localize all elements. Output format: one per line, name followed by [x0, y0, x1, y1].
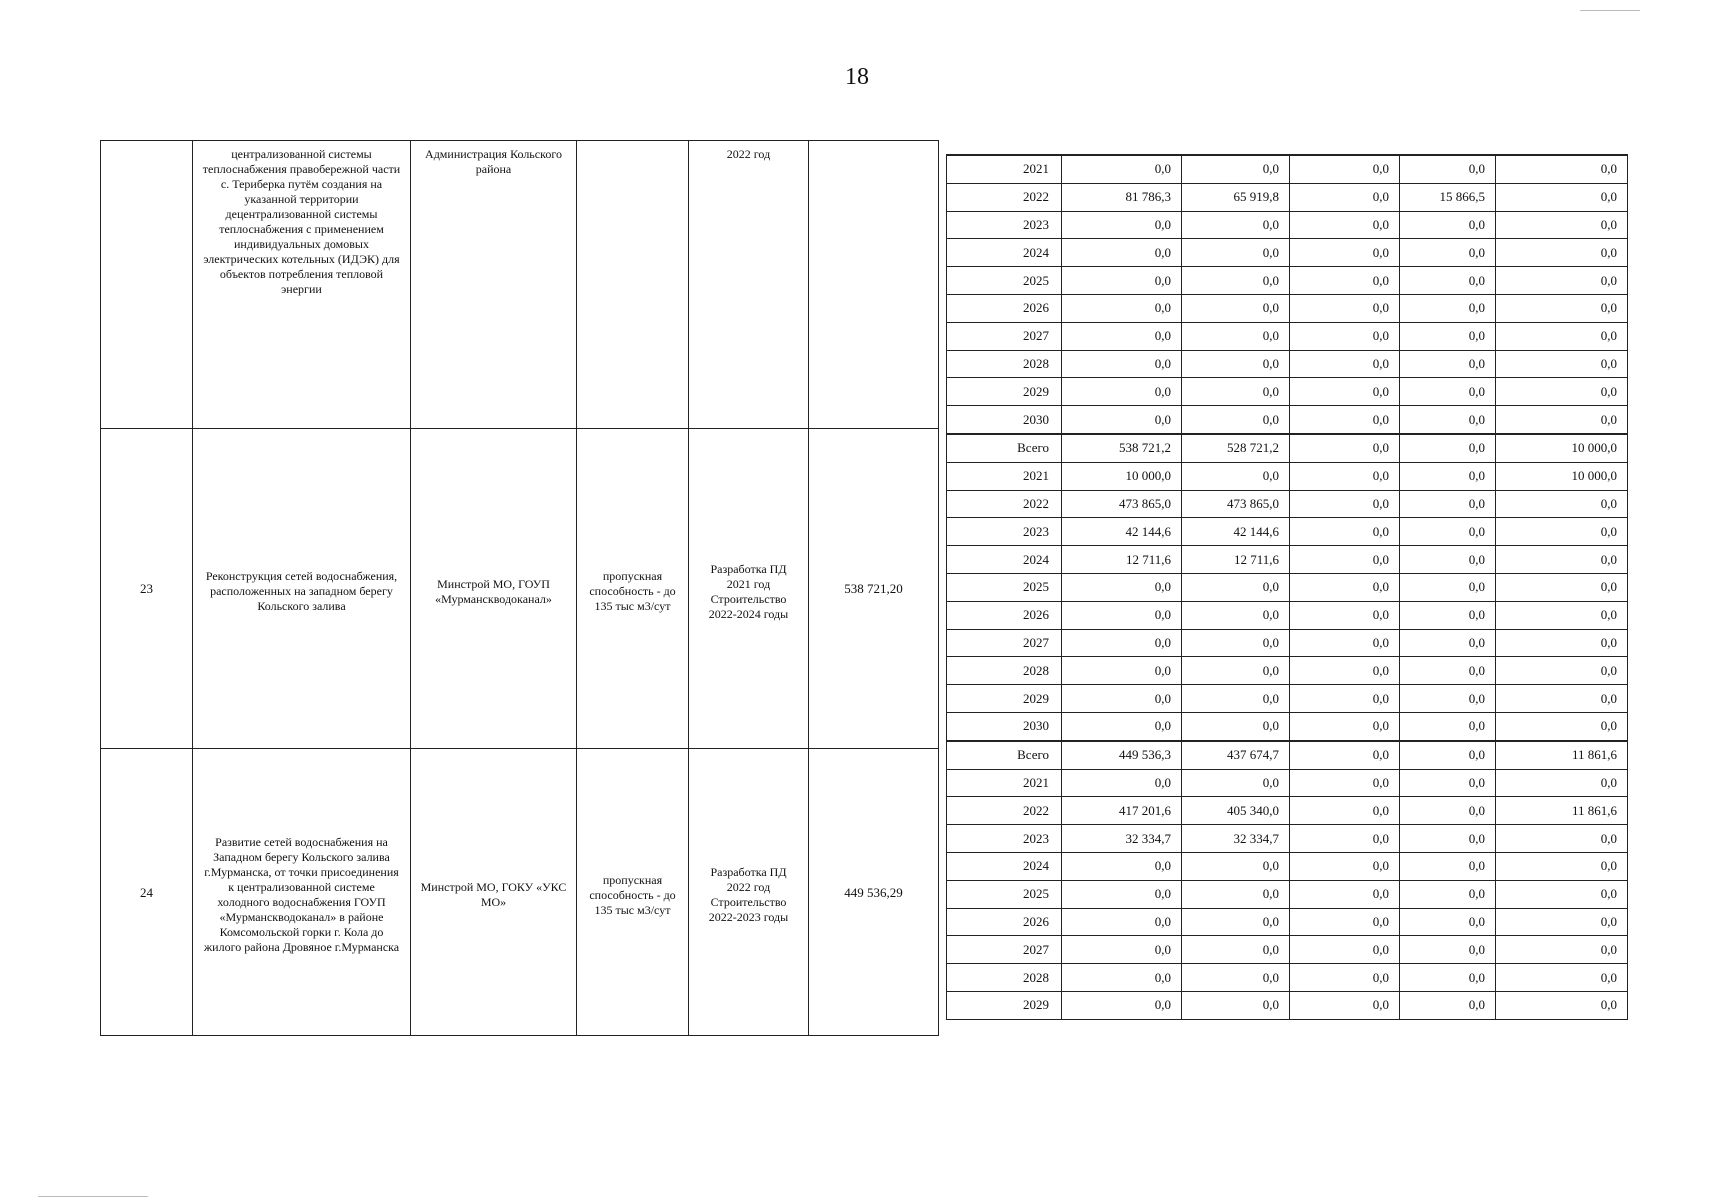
amount-cell-2: 65 919,8	[1182, 183, 1290, 211]
financing-row	[947, 657, 1628, 685]
amount-cell-2: 0,0	[1182, 211, 1290, 239]
amount-cell-5: 0,0	[1496, 378, 1628, 406]
amount-cell-4: 0,0	[1400, 434, 1496, 462]
amount-cell-4: 0,0	[1400, 518, 1496, 546]
amount-cell-4: 0,0	[1400, 657, 1496, 685]
total-amount-cell: 0,0	[1062, 629, 1182, 657]
total-amount-cell: 449 536,3	[1062, 741, 1182, 769]
total-amount-cell: 0,0	[1062, 936, 1182, 964]
year-cell: 2023	[947, 518, 1062, 546]
total-amount-cell: 0,0	[1062, 267, 1182, 295]
amount-cell-2: 0,0	[1182, 601, 1290, 629]
amount-cell-3: 0,0	[1290, 350, 1400, 378]
amount-cell-4: 0,0	[1400, 769, 1496, 797]
amount-cell-5: 0,0	[1496, 267, 1628, 295]
amount-cell-2: 0,0	[1182, 712, 1290, 740]
financing-row	[947, 546, 1628, 574]
amount-cell-5: 0,0	[1496, 908, 1628, 936]
amount-cell-3: 0,0	[1290, 434, 1400, 462]
amount-cell-3: 0,0	[1290, 183, 1400, 211]
total-amount-cell: 42 144,6	[1062, 518, 1182, 546]
total-amount-cell: 538 721,2	[1062, 434, 1182, 462]
total-amount-cell: 0,0	[1062, 991, 1182, 1019]
financing-row	[947, 294, 1628, 322]
entry-description: централизованной системы теплоснабжения правобережной части с. Териберка путём создания на указанной территории децентрализованной системы теплоснабжения с применением индивидуальных домовых электрических котельных (ИДЭК) для объектов потребления тепловой энергии	[193, 141, 411, 429]
entry-responsible: Минстрой МО, ГОУП «Мурманскводоканал»	[411, 429, 577, 749]
financing-row	[947, 378, 1628, 406]
financing-row	[947, 908, 1628, 936]
year-cell: 2021	[947, 769, 1062, 797]
amount-cell-5: 0,0	[1496, 546, 1628, 574]
amount-cell-3: 0,0	[1290, 573, 1400, 601]
amount-cell-4: 0,0	[1400, 211, 1496, 239]
amount-cell-4: 0,0	[1400, 825, 1496, 853]
total-amount-cell: 0,0	[1062, 573, 1182, 601]
amount-cell-2: 0,0	[1182, 936, 1290, 964]
amount-cell-2: 32 334,7	[1182, 825, 1290, 853]
amount-cell-5: 11 861,6	[1496, 797, 1628, 825]
year-cell: Всего	[947, 741, 1062, 769]
financing-row	[947, 797, 1628, 825]
amount-cell-5: 0,0	[1496, 880, 1628, 908]
year-cell: 2030	[947, 712, 1062, 740]
year-cell: 2024	[947, 239, 1062, 267]
entry-schedule: 2022 год	[689, 141, 809, 429]
entry-description: Развитие сетей водоснабжения на Западном берегу Кольского залива г.Мурманска, от точки присоединения к централизованной системе холодного водоснабжения ГОУП «Мурманскводоканал» в районе Комсомольской горки г. Кола до жилого района Дровяное г.Мурманска	[193, 749, 411, 1036]
amount-cell-4: 0,0	[1400, 741, 1496, 769]
financing-row	[947, 741, 1628, 769]
amount-cell-2: 0,0	[1182, 964, 1290, 992]
total-amount-cell: 0,0	[1062, 712, 1182, 740]
financing-row	[947, 406, 1628, 434]
amount-cell-4: 0,0	[1400, 573, 1496, 601]
amount-cell-4: 0,0	[1400, 880, 1496, 908]
amount-cell-2: 0,0	[1182, 267, 1290, 295]
amount-cell-2: 12 711,6	[1182, 546, 1290, 574]
amount-cell-2: 0,0	[1182, 685, 1290, 713]
amount-cell-4: 0,0	[1400, 852, 1496, 880]
amount-cell-4: 0,0	[1400, 490, 1496, 518]
entry-total: 449 536,29	[809, 749, 939, 1036]
continuation-row	[101, 141, 939, 429]
amount-cell-5: 0,0	[1496, 518, 1628, 546]
year-cell: Всего	[947, 434, 1062, 462]
amount-cell-5: 0,0	[1496, 155, 1628, 183]
total-amount-cell: 12 711,6	[1062, 546, 1182, 574]
amount-cell-3: 0,0	[1290, 155, 1400, 183]
amount-cell-2: 0,0	[1182, 991, 1290, 1019]
amount-cell-5: 0,0	[1496, 406, 1628, 434]
amount-cell-3: 0,0	[1290, 657, 1400, 685]
amount-cell-5: 0,0	[1496, 294, 1628, 322]
amount-cell-2: 473 865,0	[1182, 490, 1290, 518]
amount-cell-2: 0,0	[1182, 880, 1290, 908]
year-cell: 2028	[947, 964, 1062, 992]
financing-row	[947, 601, 1628, 629]
amount-cell-4: 0,0	[1400, 378, 1496, 406]
amount-cell-4: 0,0	[1400, 322, 1496, 350]
financing-row	[947, 239, 1628, 267]
amount-cell-3: 0,0	[1290, 685, 1400, 713]
year-cell: 2021	[947, 155, 1062, 183]
amount-cell-4: 0,0	[1400, 155, 1496, 183]
financing-row	[947, 769, 1628, 797]
amount-cell-5: 0,0	[1496, 964, 1628, 992]
scan-artifact-bottom	[38, 1196, 148, 1197]
amount-cell-5: 10 000,0	[1496, 462, 1628, 490]
financing-row	[947, 518, 1628, 546]
amount-cell-2: 0,0	[1182, 378, 1290, 406]
amount-cell-2: 437 674,7	[1182, 741, 1290, 769]
total-amount-cell: 0,0	[1062, 657, 1182, 685]
amount-cell-5: 0,0	[1496, 211, 1628, 239]
amount-cell-2: 0,0	[1182, 462, 1290, 490]
amount-cell-4: 0,0	[1400, 991, 1496, 1019]
amount-cell-5: 0,0	[1496, 601, 1628, 629]
total-amount-cell: 81 786,3	[1062, 183, 1182, 211]
amount-cell-3: 0,0	[1290, 378, 1400, 406]
financing-table	[946, 154, 1628, 1020]
total-amount-cell: 0,0	[1062, 406, 1182, 434]
amount-cell-5: 0,0	[1496, 936, 1628, 964]
amount-cell-5: 0,0	[1496, 322, 1628, 350]
financing-row	[947, 825, 1628, 853]
entry-capacity: пропускная способность - до 135 тыс м3/сут	[577, 749, 689, 1036]
financing-row	[947, 685, 1628, 713]
amount-cell-3: 0,0	[1290, 964, 1400, 992]
amount-cell-3: 0,0	[1290, 239, 1400, 267]
amount-cell-4: 0,0	[1400, 964, 1496, 992]
amount-cell-4: 0,0	[1400, 712, 1496, 740]
financing-row	[947, 629, 1628, 657]
entry-number-cell	[101, 141, 193, 429]
year-cell: 2027	[947, 629, 1062, 657]
financing-row	[947, 350, 1628, 378]
total-amount-cell: 0,0	[1062, 880, 1182, 908]
total-amount-cell: 10 000,0	[1062, 462, 1182, 490]
year-cell: 2025	[947, 880, 1062, 908]
amount-cell-2: 0,0	[1182, 852, 1290, 880]
amount-cell-3: 0,0	[1290, 908, 1400, 936]
financing-row	[947, 852, 1628, 880]
total-amount-cell: 0,0	[1062, 769, 1182, 797]
financing-row	[947, 936, 1628, 964]
amount-cell-2: 0,0	[1182, 908, 1290, 936]
financing-row	[947, 211, 1628, 239]
amount-cell-5: 0,0	[1496, 685, 1628, 713]
total-amount-cell: 0,0	[1062, 685, 1182, 713]
amount-cell-2: 405 340,0	[1182, 797, 1290, 825]
year-cell: 2030	[947, 406, 1062, 434]
amount-cell-2: 0,0	[1182, 657, 1290, 685]
entry-number: 23	[101, 429, 193, 749]
entry-capacity	[577, 141, 689, 429]
year-cell: 2029	[947, 991, 1062, 1019]
year-cell: 2022	[947, 490, 1062, 518]
total-amount-cell: 0,0	[1062, 322, 1182, 350]
year-cell: 2029	[947, 685, 1062, 713]
amount-cell-3: 0,0	[1290, 546, 1400, 574]
amount-cell-4: 0,0	[1400, 239, 1496, 267]
amount-cell-2: 0,0	[1182, 322, 1290, 350]
financing-row	[947, 573, 1628, 601]
amount-cell-5: 0,0	[1496, 657, 1628, 685]
amount-cell-3: 0,0	[1290, 267, 1400, 295]
financing-row	[947, 155, 1628, 183]
financing-row	[947, 183, 1628, 211]
total-amount-cell: 32 334,7	[1062, 825, 1182, 853]
total-amount-cell: 0,0	[1062, 294, 1182, 322]
amount-cell-3: 0,0	[1290, 322, 1400, 350]
total-amount-cell: 0,0	[1062, 852, 1182, 880]
year-cell: 2026	[947, 294, 1062, 322]
entry-responsible: Администрация Кольского района	[411, 141, 577, 429]
amount-cell-4: 0,0	[1400, 350, 1496, 378]
amount-cell-5: 0,0	[1496, 629, 1628, 657]
entry-capacity: пропускная способность - до 135 тыс м3/сут	[577, 429, 689, 749]
amount-cell-3: 0,0	[1290, 741, 1400, 769]
amount-cell-3: 0,0	[1290, 601, 1400, 629]
year-cell: 2023	[947, 825, 1062, 853]
financing-row	[947, 434, 1628, 462]
amount-cell-5: 11 861,6	[1496, 741, 1628, 769]
total-amount-cell: 0,0	[1062, 908, 1182, 936]
amount-cell-4: 0,0	[1400, 629, 1496, 657]
amount-cell-3: 0,0	[1290, 406, 1400, 434]
amount-cell-3: 0,0	[1290, 769, 1400, 797]
amount-cell-3: 0,0	[1290, 294, 1400, 322]
amount-cell-3: 0,0	[1290, 936, 1400, 964]
year-cell: 2027	[947, 936, 1062, 964]
total-amount-cell: 0,0	[1062, 350, 1182, 378]
year-cell: 2025	[947, 267, 1062, 295]
amount-cell-3: 0,0	[1290, 880, 1400, 908]
amount-cell-2: 0,0	[1182, 294, 1290, 322]
entry-description: Реконструкция сетей водоснабжения, расположенных на западном берегу Кольского залива	[193, 429, 411, 749]
total-amount-cell: 417 201,6	[1062, 797, 1182, 825]
year-cell: 2028	[947, 350, 1062, 378]
amount-cell-3: 0,0	[1290, 462, 1400, 490]
entry-responsible: Минстрой МО, ГОКУ «УКС МО»	[411, 749, 577, 1036]
amount-cell-4: 0,0	[1400, 462, 1496, 490]
entry-schedule: Разработка ПД 2022 год Строительство 2022-2023 годы	[689, 749, 809, 1036]
amount-cell-4: 0,0	[1400, 685, 1496, 713]
year-cell: 2022	[947, 183, 1062, 211]
amount-cell-2: 0,0	[1182, 629, 1290, 657]
amount-cell-3: 0,0	[1290, 825, 1400, 853]
financing-row	[947, 322, 1628, 350]
amount-cell-2: 0,0	[1182, 573, 1290, 601]
page-number: 18	[845, 64, 869, 90]
year-cell: 2026	[947, 908, 1062, 936]
amount-cell-4: 0,0	[1400, 908, 1496, 936]
amount-cell-4: 0,0	[1400, 406, 1496, 434]
amount-cell-5: 10 000,0	[1496, 434, 1628, 462]
amount-cell-3: 0,0	[1290, 991, 1400, 1019]
year-cell: 2029	[947, 378, 1062, 406]
amount-cell-4: 0,0	[1400, 294, 1496, 322]
total-amount-cell: 0,0	[1062, 211, 1182, 239]
year-cell: 2028	[947, 657, 1062, 685]
financing-row	[947, 964, 1628, 992]
amount-cell-3: 0,0	[1290, 518, 1400, 546]
amount-cell-2: 42 144,6	[1182, 518, 1290, 546]
entry-row-23	[101, 429, 939, 749]
amount-cell-5: 0,0	[1496, 769, 1628, 797]
amount-cell-3: 0,0	[1290, 852, 1400, 880]
amount-cell-4: 0,0	[1400, 267, 1496, 295]
entry-number: 24	[101, 749, 193, 1036]
amount-cell-2: 0,0	[1182, 350, 1290, 378]
total-amount-cell: 0,0	[1062, 239, 1182, 267]
year-cell: 2024	[947, 852, 1062, 880]
entry-row-24	[101, 749, 939, 1036]
project-info-table	[100, 140, 939, 1036]
entry-schedule: Разработка ПД 2021 год Строительство 2022-2024 годы	[689, 429, 809, 749]
amount-cell-5: 0,0	[1496, 350, 1628, 378]
amount-cell-3: 0,0	[1290, 797, 1400, 825]
year-cell: 2025	[947, 573, 1062, 601]
amount-cell-2: 0,0	[1182, 769, 1290, 797]
financing-row	[947, 267, 1628, 295]
financing-row	[947, 712, 1628, 740]
amount-cell-5: 0,0	[1496, 573, 1628, 601]
amount-cell-3: 0,0	[1290, 712, 1400, 740]
amount-cell-4: 0,0	[1400, 797, 1496, 825]
year-cell: 2023	[947, 211, 1062, 239]
year-cell: 2027	[947, 322, 1062, 350]
financing-row	[947, 490, 1628, 518]
amount-cell-3: 0,0	[1290, 211, 1400, 239]
amount-cell-2: 0,0	[1182, 155, 1290, 183]
total-amount-cell: 0,0	[1062, 155, 1182, 183]
total-amount-cell: 0,0	[1062, 964, 1182, 992]
amount-cell-4: 0,0	[1400, 601, 1496, 629]
financing-row	[947, 991, 1628, 1019]
scan-artifact-top	[1580, 10, 1640, 11]
amount-cell-4: 15 866,5	[1400, 183, 1496, 211]
amount-cell-3: 0,0	[1290, 490, 1400, 518]
financing-row	[947, 880, 1628, 908]
amount-cell-4: 0,0	[1400, 546, 1496, 574]
entry-total: 538 721,20	[809, 429, 939, 749]
total-amount-cell: 0,0	[1062, 378, 1182, 406]
amount-cell-5: 0,0	[1496, 852, 1628, 880]
year-cell: 2024	[947, 546, 1062, 574]
total-amount-cell: 473 865,0	[1062, 490, 1182, 518]
total-amount-cell: 0,0	[1062, 601, 1182, 629]
amount-cell-5: 0,0	[1496, 183, 1628, 211]
amount-cell-5: 0,0	[1496, 239, 1628, 267]
amount-cell-5: 0,0	[1496, 490, 1628, 518]
amount-cell-3: 0,0	[1290, 629, 1400, 657]
amount-cell-4: 0,0	[1400, 936, 1496, 964]
amount-cell-5: 0,0	[1496, 991, 1628, 1019]
amount-cell-5: 0,0	[1496, 712, 1628, 740]
amount-cell-5: 0,0	[1496, 825, 1628, 853]
year-cell: 2022	[947, 797, 1062, 825]
year-cell: 2026	[947, 601, 1062, 629]
amount-cell-2: 528 721,2	[1182, 434, 1290, 462]
entry-total	[809, 141, 939, 429]
amount-cell-2: 0,0	[1182, 406, 1290, 434]
amount-cell-2: 0,0	[1182, 239, 1290, 267]
financing-row	[947, 462, 1628, 490]
year-cell: 2021	[947, 462, 1062, 490]
